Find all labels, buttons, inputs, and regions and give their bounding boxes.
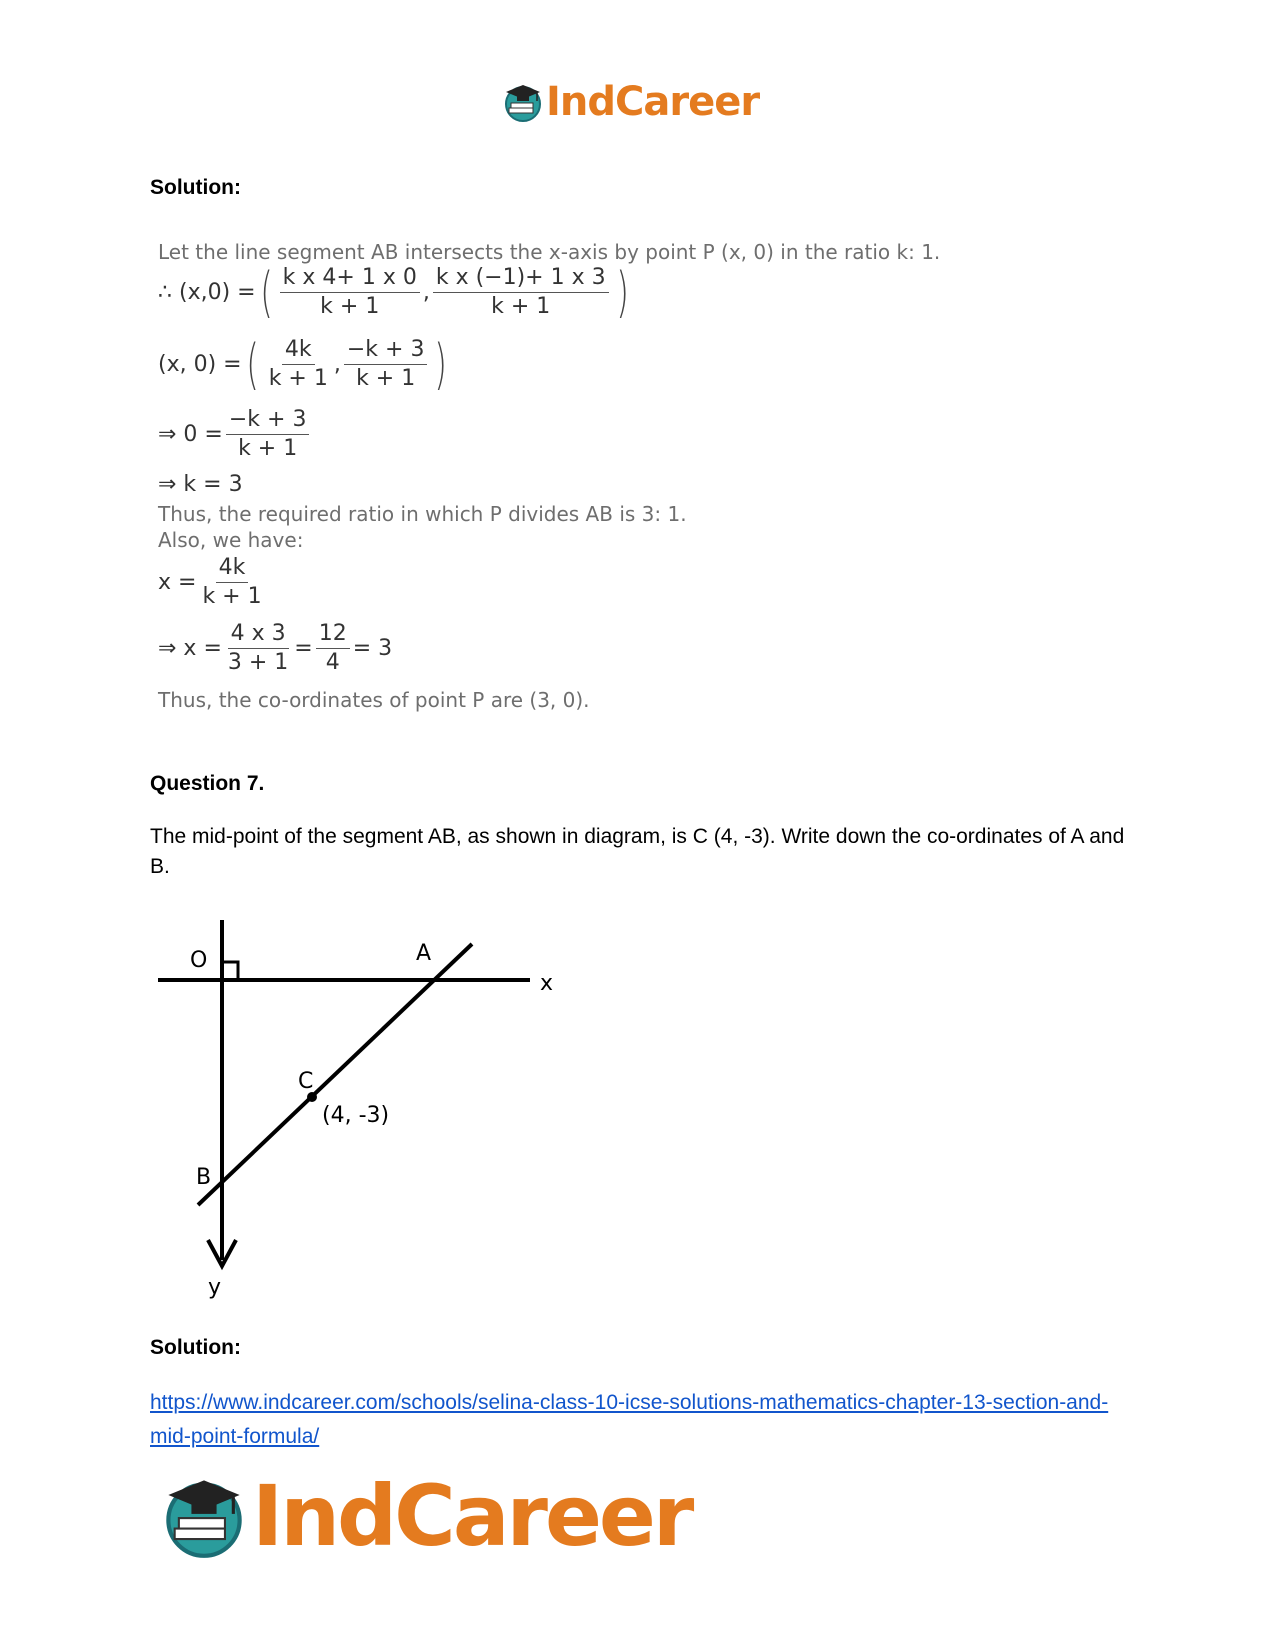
numerator: k x 4+ 1 x 0 [280, 264, 420, 293]
denominator: k + 1 [320, 294, 380, 319]
fraction [280, 264, 420, 321]
comma: , [422, 280, 430, 305]
equation-6-lhs: ⇒ x = [158, 636, 222, 661]
denominator: 3 + 1 [227, 650, 289, 675]
right-angle-marker [222, 962, 238, 980]
numerator: 4k [282, 336, 315, 365]
numerator: −k + 3 [344, 336, 428, 365]
solution-2-heading: Solution: [150, 1336, 241, 1359]
equation-1 [158, 260, 633, 324]
question-7-text: The mid-point of the segment AB, as shown in diagram, is C (4, -3). Write down the co-ordinates of A and B. [150, 825, 1125, 878]
equation-5-lhs: x = [158, 570, 197, 595]
left-paren: ( [245, 332, 259, 396]
fraction [266, 336, 331, 393]
label-c-coordinates: (4, -3) [322, 1103, 390, 1128]
denominator: k + 1 [238, 436, 298, 461]
coordinate-diagram [150, 920, 570, 1300]
denominator: 4 [325, 650, 340, 675]
equation-2 [158, 332, 452, 396]
fraction [433, 264, 609, 321]
left-paren: ( [259, 260, 273, 324]
denominator: k + 1 [491, 294, 551, 319]
label-x: x [540, 971, 554, 996]
equation-1-lhs: ∴ (x,0) = [158, 280, 256, 305]
label-a: A [416, 941, 432, 966]
question-7-heading: Question 7. [150, 772, 265, 795]
also-text: Also, we have: [158, 528, 304, 552]
logo-text: IndCareer [546, 79, 760, 125]
label-b: B [196, 1165, 212, 1190]
indcareer-logo-bottom [160, 1468, 691, 1564]
solution-working [150, 236, 960, 744]
ratio-text: Thus, the required ratio in which P divides AB is 3: 1. [158, 502, 687, 526]
equals-sign: = [294, 636, 313, 661]
denominator: k + 1 [356, 366, 416, 391]
label-o: O [190, 948, 208, 973]
solution-link[interactable]: https://www.indcareer.com/schools/selina-class-10-icse-solutions-mathematics-chapter-13-section-and-mid-point-formula/ [150, 1391, 1109, 1448]
indcareer-logo-top [502, 78, 759, 126]
numerator: −k + 3 [226, 406, 310, 435]
equation-3-lhs: ⇒ 0 = [158, 422, 223, 447]
fraction [225, 620, 291, 677]
solution-intro-text: Let the line segment AB intersects the x-axis by point P (x, 0) in the ratio k: 1. [158, 240, 941, 264]
equation-6-result: = 3 [352, 636, 393, 661]
equation-4: ⇒ k = 3 [158, 472, 243, 497]
equation-2-lhs: (x, 0) = [158, 352, 242, 377]
label-y: y [208, 1275, 222, 1300]
fraction [226, 406, 310, 463]
right-paren: ) [434, 332, 448, 396]
equation-3 [158, 406, 312, 463]
graduation-cap-book-icon [502, 81, 544, 123]
logo-text: IndCareer [252, 1467, 692, 1565]
graduation-cap-book-icon [160, 1472, 248, 1560]
comma: , [333, 352, 341, 377]
numerator: 4 x 3 [228, 620, 289, 649]
fraction [199, 554, 264, 611]
segment-ab [198, 944, 472, 1205]
equation-5 [158, 554, 268, 611]
denominator: k + 1 [202, 584, 262, 609]
fraction [344, 336, 428, 393]
equation-6 [158, 620, 392, 677]
solution-heading: Solution: [150, 176, 241, 199]
numerator: k x (−1)+ 1 x 3 [433, 264, 609, 293]
numerator: 4k [216, 554, 249, 583]
label-c: C [298, 1069, 314, 1094]
denominator: k + 1 [268, 366, 328, 391]
numerator: 12 [316, 620, 350, 649]
right-paren: ) [615, 260, 629, 324]
conclusion-text: Thus, the co-ordinates of point P are (3, 0). [158, 688, 590, 712]
fraction [316, 620, 350, 677]
